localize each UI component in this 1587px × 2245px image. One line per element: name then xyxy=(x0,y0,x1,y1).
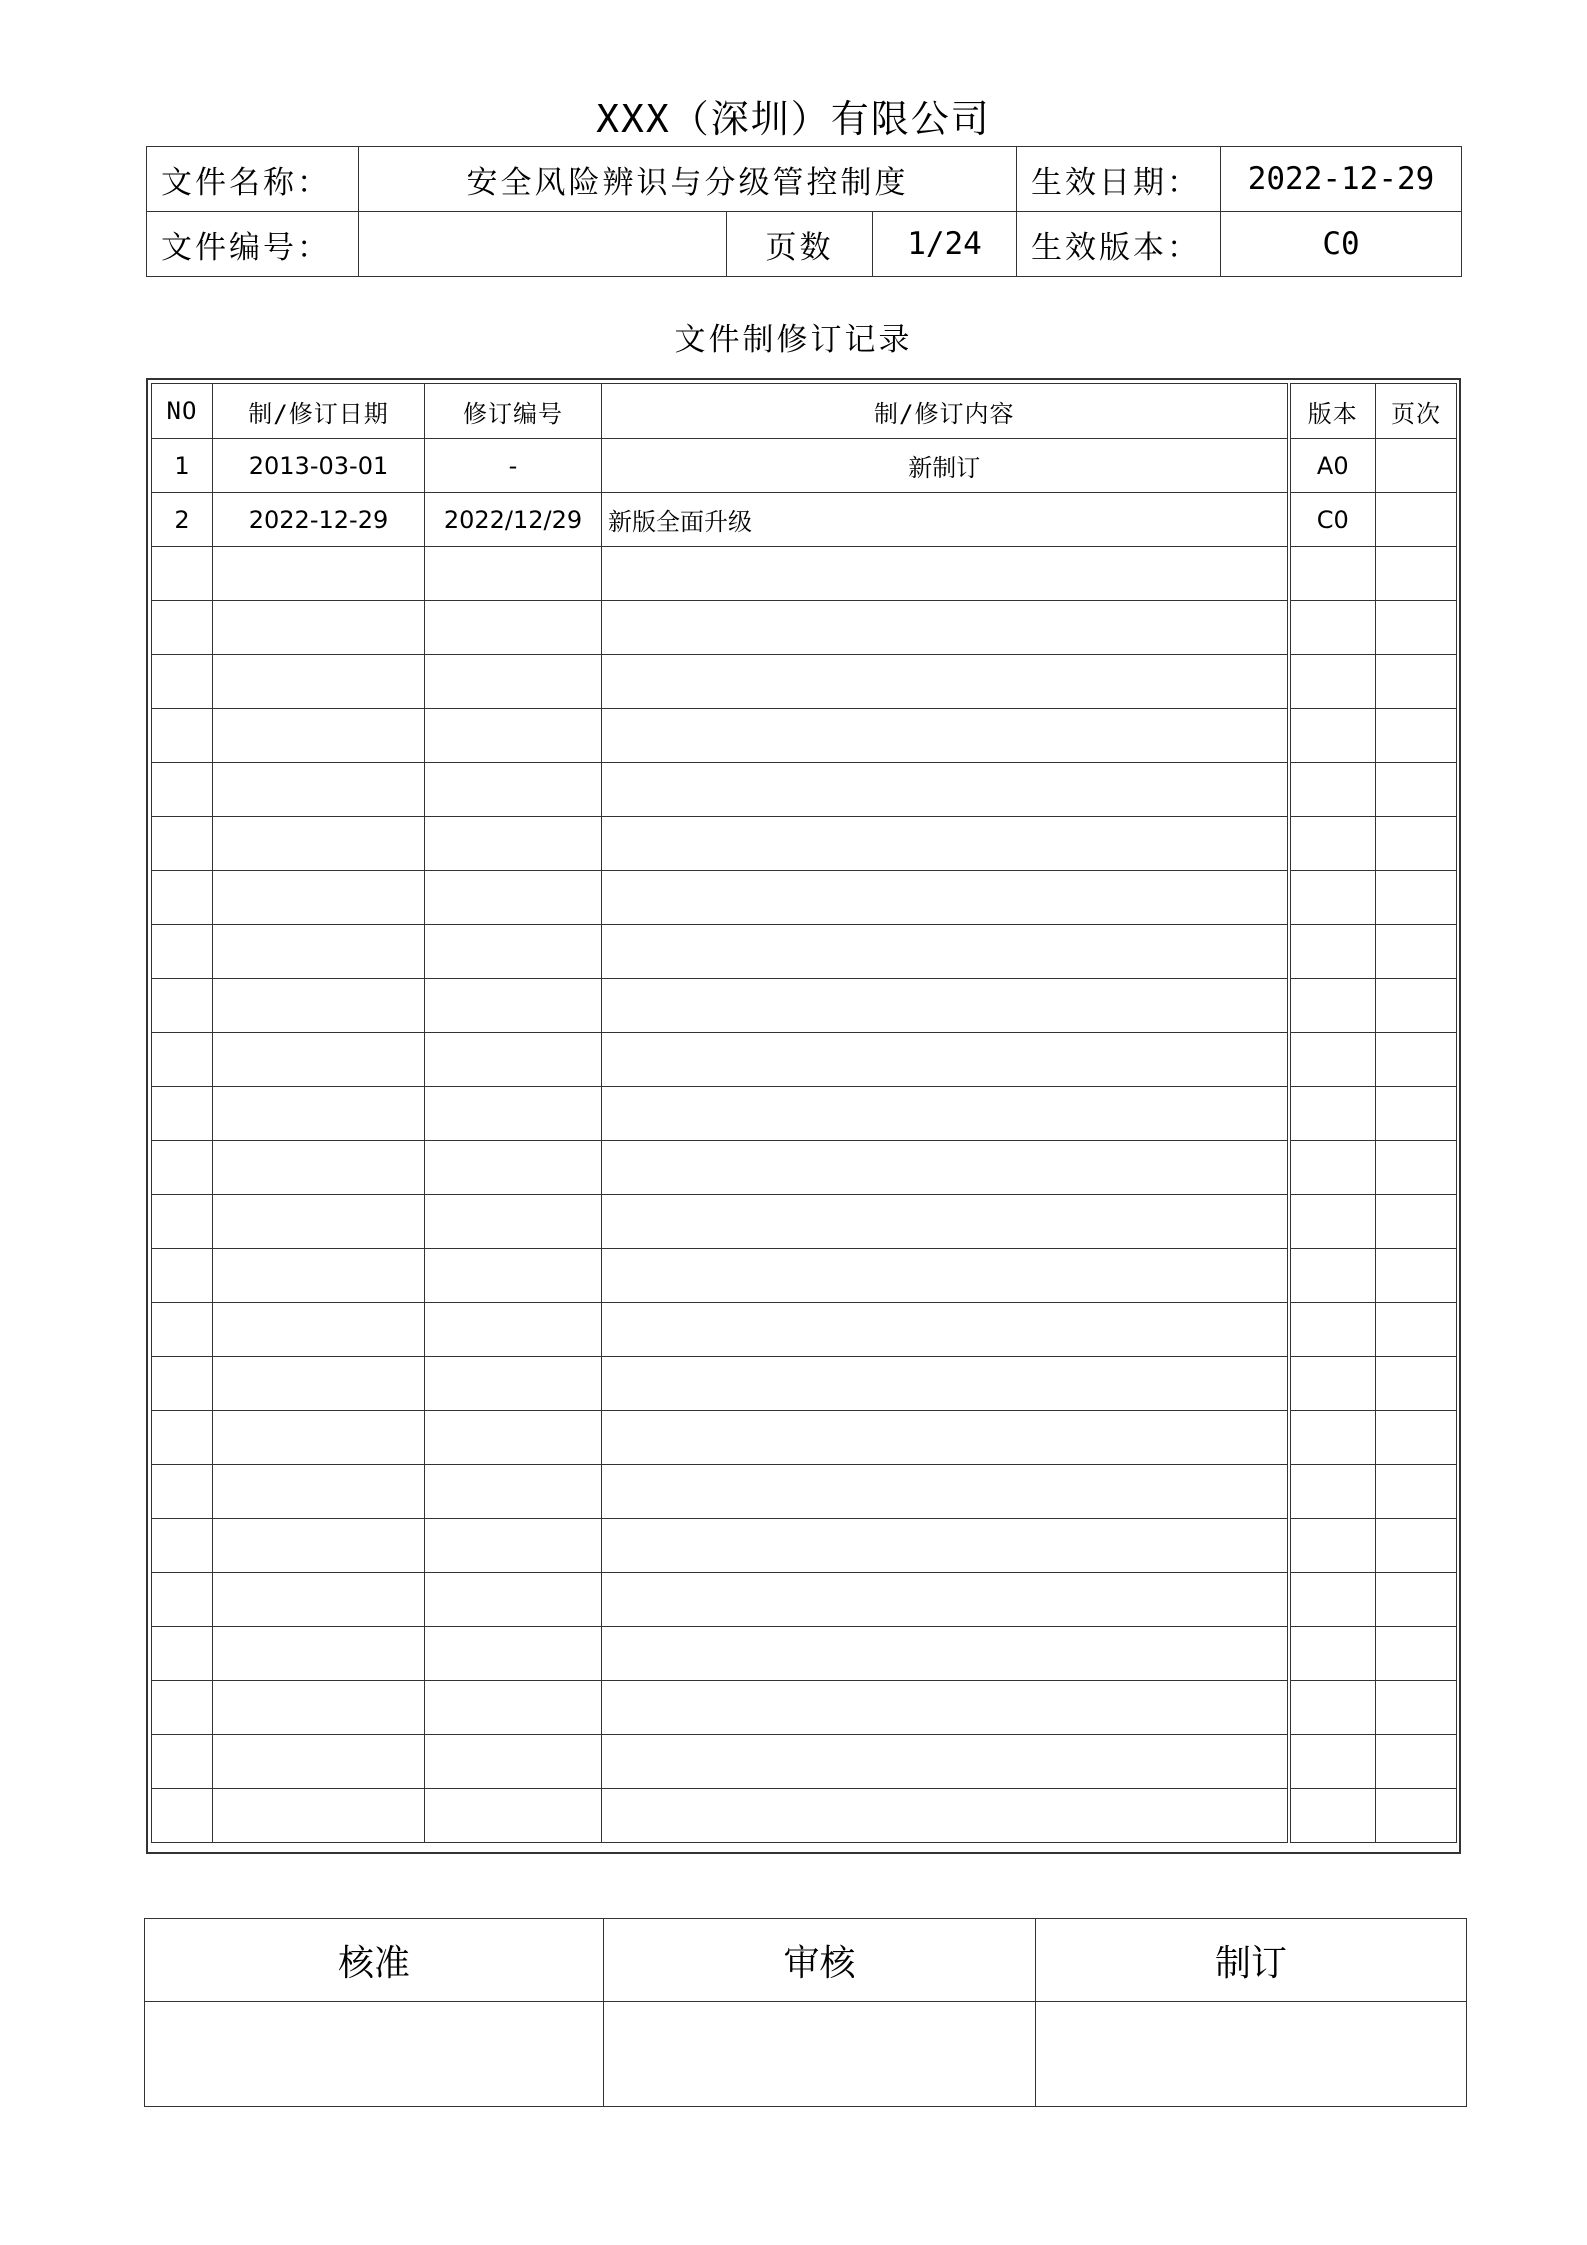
cell-no xyxy=(152,1411,213,1465)
cell-rev-no: 2022/12/29 xyxy=(425,493,602,547)
cell-version xyxy=(1289,1789,1376,1843)
cell-date xyxy=(213,817,425,871)
cell-no xyxy=(152,1735,213,1789)
cell-rev-no xyxy=(425,1465,602,1519)
file-no-value xyxy=(359,212,727,277)
cell-version: A0 xyxy=(1289,439,1376,493)
cell-page xyxy=(1376,493,1457,547)
cell-no xyxy=(152,1087,213,1141)
cell-version xyxy=(1289,1357,1376,1411)
cell-page xyxy=(1376,1357,1457,1411)
table-row-empty xyxy=(152,547,1457,601)
revision-table xyxy=(151,383,1457,1843)
table-row-empty xyxy=(152,601,1457,655)
table-row-empty xyxy=(152,709,1457,763)
cell-page xyxy=(1376,1195,1457,1249)
cell-page xyxy=(1376,601,1457,655)
col-header-version: 版本 xyxy=(1289,384,1376,439)
table-row xyxy=(152,493,1457,547)
cell-rev-no xyxy=(425,1249,602,1303)
cell-no xyxy=(152,1249,213,1303)
review-signature-cell[interactable] xyxy=(604,2002,1036,2107)
effective-date-label: 生效日期： xyxy=(1017,147,1221,212)
cell-content xyxy=(602,1465,1289,1519)
pages-label: 页数 xyxy=(727,212,873,277)
cell-date: 2022-12-29 xyxy=(213,493,425,547)
cell-date xyxy=(213,1195,425,1249)
cell-content xyxy=(602,1681,1289,1735)
table-row-empty xyxy=(152,1627,1457,1681)
cell-content xyxy=(602,1195,1289,1249)
cell-rev-no xyxy=(425,547,602,601)
cell-date: 2013-03-01 xyxy=(213,439,425,493)
cell-rev-no xyxy=(425,1087,602,1141)
cell-date xyxy=(213,979,425,1033)
cell-no xyxy=(152,763,213,817)
cell-page xyxy=(1376,1627,1457,1681)
cell-content xyxy=(602,817,1289,871)
cell-no xyxy=(152,817,213,871)
cell-no xyxy=(152,1789,213,1843)
prepare-signature-cell[interactable] xyxy=(1036,2002,1467,2107)
cell-no xyxy=(152,1141,213,1195)
cell-date xyxy=(213,1087,425,1141)
cell-version xyxy=(1289,547,1376,601)
cell-rev-no xyxy=(425,1195,602,1249)
cell-content xyxy=(602,871,1289,925)
cell-no xyxy=(152,601,213,655)
cell-rev-no xyxy=(425,763,602,817)
cell-version xyxy=(1289,1681,1376,1735)
cell-rev-no xyxy=(425,1411,602,1465)
cell-date xyxy=(213,925,425,979)
cell-no xyxy=(152,1681,213,1735)
cell-no xyxy=(152,871,213,925)
table-row-empty xyxy=(152,1465,1457,1519)
cell-date xyxy=(213,1033,425,1087)
cell-version xyxy=(1289,925,1376,979)
cell-no: 1 xyxy=(152,439,213,493)
cell-date xyxy=(213,1411,425,1465)
cell-content xyxy=(602,1735,1289,1789)
cell-version xyxy=(1289,1573,1376,1627)
table-row-empty xyxy=(152,1249,1457,1303)
col-header-no: NO xyxy=(152,384,213,439)
cell-page xyxy=(1376,439,1457,493)
cell-rev-no: - xyxy=(425,439,602,493)
cell-page xyxy=(1376,1465,1457,1519)
table-row-empty xyxy=(152,1357,1457,1411)
version-label: 生效版本： xyxy=(1017,212,1221,277)
table-row-empty xyxy=(152,1681,1457,1735)
cell-rev-no xyxy=(425,1735,602,1789)
cell-version xyxy=(1289,601,1376,655)
file-name-label: 文件名称： xyxy=(147,147,359,212)
cell-rev-no xyxy=(425,817,602,871)
approval-table xyxy=(144,1918,1467,2107)
revision-table-frame xyxy=(146,378,1461,1854)
cell-date xyxy=(213,763,425,817)
cell-page xyxy=(1376,1411,1457,1465)
cell-page xyxy=(1376,1249,1457,1303)
document-header-table xyxy=(146,146,1462,277)
review-header: 审核 xyxy=(604,1919,1036,2002)
col-header-page: 页次 xyxy=(1376,384,1457,439)
cell-page xyxy=(1376,871,1457,925)
cell-no: 2 xyxy=(152,493,213,547)
cell-rev-no xyxy=(425,1141,602,1195)
cell-version xyxy=(1289,1141,1376,1195)
cell-version: C0 xyxy=(1289,493,1376,547)
cell-content xyxy=(602,1519,1289,1573)
cell-content: 新版全面升级 xyxy=(602,493,1289,547)
cell-date xyxy=(213,709,425,763)
cell-rev-no xyxy=(425,979,602,1033)
cell-page xyxy=(1376,1033,1457,1087)
cell-no xyxy=(152,655,213,709)
pages-value: 1/24 xyxy=(873,212,1017,277)
cell-version xyxy=(1289,1195,1376,1249)
table-row-empty xyxy=(152,1195,1457,1249)
cell-content xyxy=(602,1303,1289,1357)
cell-date xyxy=(213,871,425,925)
cell-rev-no xyxy=(425,601,602,655)
table-row-empty xyxy=(152,1573,1457,1627)
cell-no xyxy=(152,1465,213,1519)
file-no-label: 文件编号： xyxy=(147,212,359,277)
col-header-date: 制/修订日期 xyxy=(213,384,425,439)
cell-rev-no xyxy=(425,1789,602,1843)
cell-rev-no xyxy=(425,925,602,979)
cell-date xyxy=(213,601,425,655)
cell-no xyxy=(152,1303,213,1357)
approve-header: 核准 xyxy=(145,1919,604,2002)
cell-content xyxy=(602,925,1289,979)
cell-no xyxy=(152,925,213,979)
version-value: C0 xyxy=(1221,212,1462,277)
cell-rev-no xyxy=(425,655,602,709)
company-name: XXX（深圳）有限公司 xyxy=(596,97,991,141)
table-row-empty xyxy=(152,871,1457,925)
table-row-empty xyxy=(152,655,1457,709)
cell-date xyxy=(213,1681,425,1735)
cell-content xyxy=(602,1411,1289,1465)
cell-rev-no xyxy=(425,1627,602,1681)
cell-content xyxy=(602,601,1289,655)
cell-date xyxy=(213,1141,425,1195)
cell-page xyxy=(1376,1087,1457,1141)
cell-date xyxy=(213,1627,425,1681)
cell-content: 新制订 xyxy=(602,439,1289,493)
cell-date xyxy=(213,1789,425,1843)
cell-page xyxy=(1376,925,1457,979)
cell-version xyxy=(1289,1627,1376,1681)
table-row-empty xyxy=(152,817,1457,871)
cell-version xyxy=(1289,1249,1376,1303)
cell-version xyxy=(1289,979,1376,1033)
cell-no xyxy=(152,1033,213,1087)
cell-date xyxy=(213,1573,425,1627)
cell-version xyxy=(1289,655,1376,709)
cell-page xyxy=(1376,1789,1457,1843)
cell-page xyxy=(1376,1303,1457,1357)
cell-page xyxy=(1376,1735,1457,1789)
table-row-empty xyxy=(152,763,1457,817)
cell-no xyxy=(152,1357,213,1411)
cell-date xyxy=(213,1303,425,1357)
table-row-empty xyxy=(152,1141,1457,1195)
table-row-empty xyxy=(152,925,1457,979)
table-row-empty xyxy=(152,1735,1457,1789)
col-header-content: 制/修订内容 xyxy=(602,384,1289,439)
cell-content xyxy=(602,1033,1289,1087)
cell-page xyxy=(1376,1519,1457,1573)
cell-no xyxy=(152,709,213,763)
cell-rev-no xyxy=(425,1303,602,1357)
cell-no xyxy=(152,1195,213,1249)
cell-date xyxy=(213,1357,425,1411)
effective-date-value: 2022-12-29 xyxy=(1221,147,1462,212)
cell-no xyxy=(152,1627,213,1681)
cell-content xyxy=(602,1789,1289,1843)
cell-version xyxy=(1289,1303,1376,1357)
cell-rev-no xyxy=(425,709,602,763)
table-row-empty xyxy=(152,1033,1457,1087)
cell-no xyxy=(152,547,213,601)
cell-no xyxy=(152,1573,213,1627)
cell-version xyxy=(1289,1087,1376,1141)
cell-content xyxy=(602,1627,1289,1681)
revision-table-header xyxy=(152,384,1457,439)
cell-page xyxy=(1376,1141,1457,1195)
revision-record-title: 文件制修订记录 xyxy=(674,322,913,358)
cell-date xyxy=(213,1465,425,1519)
cell-rev-no xyxy=(425,1033,602,1087)
cell-content xyxy=(602,1357,1289,1411)
cell-version xyxy=(1289,1411,1376,1465)
cell-date xyxy=(213,1735,425,1789)
table-row-empty xyxy=(152,1087,1457,1141)
cell-version xyxy=(1289,1465,1376,1519)
cell-rev-no xyxy=(425,1357,602,1411)
cell-content xyxy=(602,655,1289,709)
cell-page xyxy=(1376,763,1457,817)
cell-page xyxy=(1376,1681,1457,1735)
cell-page xyxy=(1376,709,1457,763)
prepare-header: 制订 xyxy=(1036,1919,1467,2002)
table-row xyxy=(152,439,1457,493)
approve-signature-cell[interactable] xyxy=(145,2002,604,2107)
cell-version xyxy=(1289,709,1376,763)
cell-content xyxy=(602,979,1289,1033)
cell-version xyxy=(1289,1735,1376,1789)
cell-date xyxy=(213,1519,425,1573)
cell-content xyxy=(602,709,1289,763)
cell-date xyxy=(213,547,425,601)
cell-page xyxy=(1376,817,1457,871)
cell-date xyxy=(213,1249,425,1303)
table-row-empty xyxy=(152,1303,1457,1357)
cell-page xyxy=(1376,979,1457,1033)
cell-content xyxy=(602,763,1289,817)
cell-content xyxy=(602,1087,1289,1141)
col-header-rev-no: 修订编号 xyxy=(425,384,602,439)
cell-rev-no xyxy=(425,1681,602,1735)
cell-rev-no xyxy=(425,1519,602,1573)
cell-page xyxy=(1376,547,1457,601)
cell-rev-no xyxy=(425,871,602,925)
cell-content xyxy=(602,547,1289,601)
cell-version xyxy=(1289,871,1376,925)
table-row-empty xyxy=(152,1789,1457,1843)
cell-content xyxy=(602,1573,1289,1627)
cell-rev-no xyxy=(425,1573,602,1627)
cell-content xyxy=(602,1141,1289,1195)
cell-version xyxy=(1289,817,1376,871)
cell-page xyxy=(1376,1573,1457,1627)
cell-content xyxy=(602,1249,1289,1303)
cell-page xyxy=(1376,655,1457,709)
cell-version xyxy=(1289,1519,1376,1573)
cell-version xyxy=(1289,1033,1376,1087)
cell-version xyxy=(1289,763,1376,817)
cell-no xyxy=(152,1519,213,1573)
cell-date xyxy=(213,655,425,709)
table-row-empty xyxy=(152,1411,1457,1465)
file-name-value: 安全风险辨识与分级管控制度 xyxy=(359,147,1017,212)
cell-no xyxy=(152,979,213,1033)
table-row-empty xyxy=(152,1519,1457,1573)
table-row-empty xyxy=(152,979,1457,1033)
